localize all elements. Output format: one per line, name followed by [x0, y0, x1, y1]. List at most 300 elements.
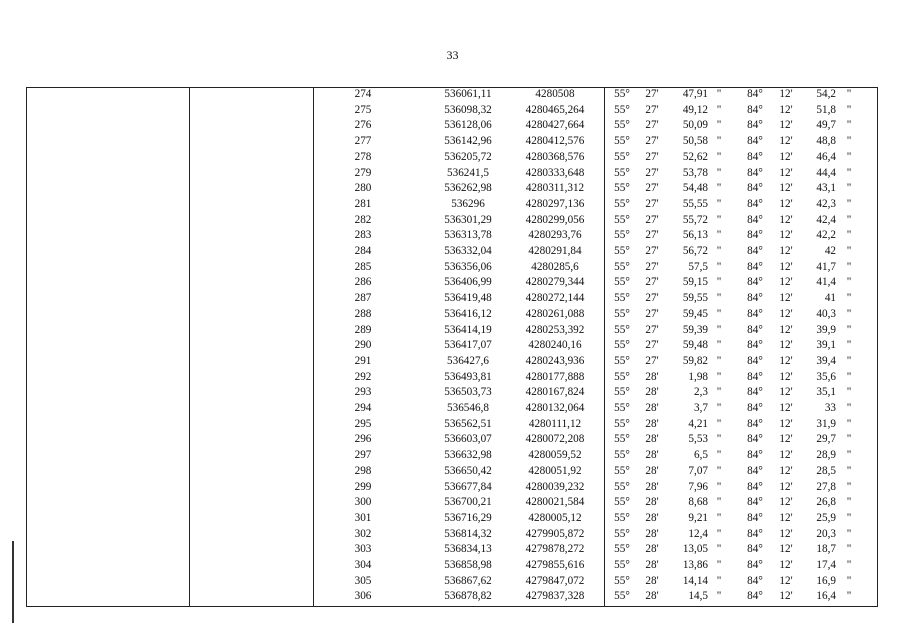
cell-lon-m: 12'	[779, 417, 793, 430]
table-row	[0, 228, 905, 244]
cell-lon-s: 46,4	[816, 150, 836, 163]
cell-lat-d: 55°	[614, 354, 630, 367]
cell-lat-s: 50,58	[682, 135, 708, 148]
table-row	[0, 197, 905, 213]
cell-y: 4280299,056	[525, 213, 585, 226]
margin-mark	[12, 541, 14, 623]
cell-num: 300	[354, 496, 372, 509]
cell-lat-q: "	[716, 213, 722, 226]
cell-lat-m: 27'	[645, 182, 659, 195]
cell-lat-d: 55°	[614, 370, 630, 383]
cell-lon-d: 84°	[747, 433, 763, 446]
cell-x: 536834,13	[444, 543, 492, 556]
cell-lat-m: 28'	[645, 574, 659, 587]
table-row	[0, 213, 905, 229]
cell-y: 4279878,272	[525, 543, 585, 556]
cell-lat-m: 28'	[645, 496, 659, 509]
cell-y: 4280059,52	[528, 449, 582, 462]
cell-lon-m: 12'	[779, 590, 793, 603]
cell-y: 4280293,76	[528, 229, 582, 242]
table-row	[0, 511, 905, 527]
cell-x: 536416,12	[444, 307, 492, 320]
cell-lat-q: "	[716, 464, 722, 477]
cell-lon-q: "	[846, 370, 852, 383]
cell-lat-q: "	[716, 276, 722, 289]
cell-lat-q: "	[716, 166, 722, 179]
cell-num: 298	[354, 464, 372, 477]
cell-lat-q: "	[716, 197, 722, 210]
cell-lat-d: 55°	[614, 197, 630, 210]
cell-lat-m: 27'	[645, 276, 659, 289]
cell-lon-s: 39,4	[816, 354, 836, 367]
cell-y: 4280291,84	[528, 245, 582, 257]
cell-lat-s: 3,7	[694, 402, 708, 414]
cell-lat-m: 27'	[645, 245, 659, 257]
cell-num: 286	[354, 276, 372, 289]
cell-x: 536313,78	[444, 229, 492, 242]
cell-lon-q: "	[846, 559, 852, 571]
cell-lon-s: 33	[824, 402, 836, 414]
cell-lat-d: 55°	[614, 433, 630, 446]
cell-x: 536700,21	[444, 496, 492, 509]
cell-lon-q: "	[846, 307, 852, 320]
cell-lat-d: 55°	[614, 213, 630, 226]
cell-lon-q: "	[846, 323, 852, 336]
cell-lon-s: 41	[824, 292, 836, 305]
cell-lon-d: 84°	[747, 574, 763, 587]
cell-lat-m: 27'	[645, 229, 659, 242]
cell-lon-s: 48,8	[816, 135, 836, 148]
cell-num: 293	[354, 386, 372, 399]
cell-lat-m: 28'	[645, 511, 659, 524]
cell-lat-q: "	[716, 119, 722, 132]
cell-lat-q: "	[716, 386, 722, 399]
cell-lon-q: "	[846, 402, 852, 414]
table-row	[0, 103, 905, 119]
cell-lon-m: 12'	[779, 496, 793, 509]
cell-lat-d: 55°	[614, 496, 630, 509]
cell-num: 278	[354, 150, 372, 163]
cell-lat-s: 55,72	[682, 213, 708, 226]
cell-lon-s: 43,1	[816, 182, 836, 195]
cell-lat-s: 52,62	[682, 150, 708, 163]
cell-lon-d: 84°	[747, 229, 763, 242]
cell-lat-s: 7,96	[688, 480, 708, 493]
cell-lat-q: "	[716, 260, 722, 273]
cell-lat-d: 55°	[614, 527, 630, 540]
cell-y: 4280465,264	[525, 103, 585, 116]
cell-lon-m: 12'	[779, 88, 793, 100]
table-row	[0, 275, 905, 291]
cell-lon-q: "	[846, 449, 852, 462]
cell-lon-m: 12'	[779, 339, 793, 352]
cell-lon-q: "	[846, 543, 852, 556]
table-row	[0, 134, 905, 150]
cell-num: 292	[354, 370, 372, 383]
cell-lon-d: 84°	[747, 292, 763, 305]
cell-lon-s: 35,6	[816, 370, 836, 383]
cell-lon-s: 41,7	[816, 260, 836, 273]
cell-lon-s: 25,9	[816, 511, 836, 524]
cell-num: 287	[354, 292, 372, 305]
cell-lat-m: 28'	[645, 449, 659, 462]
cell-lat-s: 14,5	[688, 590, 708, 603]
cell-lon-m: 12'	[779, 103, 793, 116]
cell-lon-m: 12'	[779, 449, 793, 462]
cell-lon-m: 12'	[779, 527, 793, 540]
cell-y: 4280272,144	[525, 292, 585, 305]
cell-num: 299	[354, 480, 372, 493]
cell-lon-m: 12'	[779, 370, 793, 383]
cell-num: 275	[354, 103, 372, 116]
cell-lat-s: 55,55	[682, 197, 708, 210]
table-row	[0, 118, 905, 134]
cell-y: 4280132,064	[525, 402, 585, 414]
cell-lat-s: 6,5	[694, 449, 708, 462]
cell-num: 301	[354, 511, 372, 524]
cell-y: 4280253,392	[525, 323, 585, 336]
cell-x: 536677,84	[444, 480, 492, 493]
cell-lat-q: "	[716, 417, 722, 430]
cell-lat-m: 27'	[645, 119, 659, 132]
cell-num: 302	[354, 527, 372, 540]
cell-lon-d: 84°	[747, 464, 763, 477]
cell-lon-d: 84°	[747, 323, 763, 336]
cell-y: 4280072,208	[525, 433, 585, 446]
cell-lon-q: "	[846, 229, 852, 242]
cell-y: 4280412,576	[525, 135, 585, 148]
cell-lat-m: 27'	[645, 197, 659, 210]
cell-lat-d: 55°	[614, 119, 630, 132]
cell-y: 4280021,584	[525, 496, 585, 509]
table-row	[0, 527, 905, 543]
cell-lat-s: 1,98	[688, 370, 708, 383]
cell-num: 283	[354, 229, 372, 242]
table-row	[0, 338, 905, 354]
cell-lon-s: 39,1	[816, 339, 836, 352]
table-row	[0, 495, 905, 511]
cell-lat-m: 27'	[645, 150, 659, 163]
cell-lat-s: 59,55	[682, 292, 708, 305]
cell-lon-s: 49,7	[816, 119, 836, 132]
table-row	[0, 323, 905, 339]
cell-lat-d: 55°	[614, 292, 630, 305]
table-row	[0, 150, 905, 166]
cell-lon-d: 84°	[747, 166, 763, 179]
cell-num: 279	[354, 166, 372, 179]
cell-lat-s: 59,45	[682, 307, 708, 320]
table-row	[0, 401, 905, 417]
cell-lat-m: 27'	[645, 103, 659, 116]
cell-lon-q: "	[846, 386, 852, 399]
cell-lat-d: 55°	[614, 260, 630, 273]
table-row	[0, 574, 905, 590]
cell-lon-s: 27,8	[816, 480, 836, 493]
cell-x: 536427,6	[447, 354, 489, 367]
cell-x: 536241,5	[447, 166, 489, 179]
cell-lon-m: 12'	[779, 119, 793, 132]
cell-lat-d: 55°	[614, 88, 630, 100]
table-row	[0, 542, 905, 558]
cell-y: 4280297,136	[525, 197, 585, 210]
cell-x: 536332,04	[444, 245, 492, 257]
cell-y: 4279905,872	[525, 527, 585, 540]
cell-lat-q: "	[716, 245, 722, 257]
cell-lat-q: "	[716, 559, 722, 571]
cell-lon-m: 12'	[779, 245, 793, 257]
table-row	[0, 448, 905, 464]
cell-lat-s: 59,39	[682, 323, 708, 336]
cell-lat-m: 28'	[645, 527, 659, 540]
cell-lon-m: 12'	[779, 166, 793, 179]
cell-x: 536406,99	[444, 276, 492, 289]
cell-lat-s: 53,78	[682, 166, 708, 179]
cell-y: 4280311,312	[525, 182, 585, 195]
cell-lon-m: 12'	[779, 511, 793, 524]
cell-lon-q: "	[846, 197, 852, 210]
cell-lon-q: "	[846, 292, 852, 305]
cell-x: 536650,42	[444, 464, 492, 477]
cell-lat-q: "	[716, 527, 722, 540]
cell-lat-q: "	[716, 496, 722, 509]
cell-lat-m: 27'	[645, 260, 659, 273]
cell-lon-q: "	[846, 150, 852, 163]
cell-lon-q: "	[846, 464, 852, 477]
cell-lon-s: 42,3	[816, 197, 836, 210]
cell-lon-s: 42	[824, 245, 836, 257]
cell-lon-q: "	[846, 574, 852, 587]
cell-lat-s: 7,07	[688, 464, 708, 477]
cell-lon-d: 84°	[747, 213, 763, 226]
cell-lon-m: 12'	[779, 354, 793, 367]
cell-lon-d: 84°	[747, 527, 763, 540]
cell-lat-s: 5,53	[688, 433, 708, 446]
cell-lat-d: 55°	[614, 135, 630, 148]
cell-lat-s: 59,48	[682, 339, 708, 352]
cell-x: 536205,72	[444, 150, 492, 163]
cell-y: 4280427,664	[525, 119, 585, 132]
cell-num: 295	[354, 417, 372, 430]
cell-lat-d: 55°	[614, 150, 630, 163]
table-row	[0, 432, 905, 448]
cell-x: 536493,81	[444, 370, 492, 383]
cell-y: 4280177,888	[525, 370, 585, 383]
cell-x: 536546,8	[447, 402, 489, 414]
cell-num: 282	[354, 213, 372, 226]
cell-lon-d: 84°	[747, 339, 763, 352]
cell-lat-q: "	[716, 229, 722, 242]
cell-lon-m: 12'	[779, 292, 793, 305]
cell-lon-m: 12'	[779, 182, 793, 195]
cell-lat-s: 59,15	[682, 276, 708, 289]
cell-num: 277	[354, 135, 372, 148]
cell-lat-d: 55°	[614, 402, 630, 414]
cell-lat-m: 28'	[645, 417, 659, 430]
cell-num: 276	[354, 119, 372, 132]
cell-lon-m: 12'	[779, 229, 793, 242]
table-row	[0, 464, 905, 480]
cell-lat-d: 55°	[614, 276, 630, 289]
cell-lon-s: 29,7	[816, 433, 836, 446]
cell-x: 536419,48	[444, 292, 492, 305]
cell-num: 305	[354, 574, 372, 587]
table-row	[0, 354, 905, 370]
cell-x: 536061,11	[444, 88, 492, 100]
cell-y: 4280167,824	[525, 386, 585, 399]
cell-lat-s: 50,09	[682, 119, 708, 132]
cell-lat-q: "	[716, 402, 722, 414]
cell-lon-m: 12'	[779, 402, 793, 414]
cell-lon-m: 12'	[779, 197, 793, 210]
cell-y: 4280261,088	[525, 307, 585, 320]
cell-lon-d: 84°	[747, 496, 763, 509]
cell-lon-s: 31,9	[816, 417, 836, 430]
cell-num: 289	[354, 323, 372, 336]
cell-lon-m: 12'	[779, 543, 793, 556]
table-row	[0, 558, 905, 574]
cell-lat-s: 49,12	[682, 103, 708, 116]
cell-lat-d: 55°	[614, 307, 630, 320]
cell-lat-m: 28'	[645, 402, 659, 414]
cell-x: 536301,29	[444, 213, 492, 226]
cell-lat-d: 55°	[614, 229, 630, 242]
cell-lon-d: 84°	[747, 307, 763, 320]
cell-num: 285	[354, 260, 372, 273]
cell-lon-m: 12'	[779, 260, 793, 273]
cell-y: 4280240,16	[528, 339, 582, 352]
cell-num: 303	[354, 543, 372, 556]
cell-lon-m: 12'	[779, 464, 793, 477]
cell-lat-m: 28'	[645, 433, 659, 446]
cell-lon-m: 12'	[779, 135, 793, 148]
cell-lon-q: "	[846, 527, 852, 540]
table-row	[0, 385, 905, 401]
cell-num: 291	[354, 354, 372, 367]
cell-lat-s: 57,5	[688, 260, 708, 273]
table-row	[0, 370, 905, 386]
cell-lat-m: 28'	[645, 559, 659, 571]
cell-lat-s: 47,91	[682, 88, 708, 100]
cell-lon-q: "	[846, 245, 852, 257]
cell-lat-m: 27'	[645, 166, 659, 179]
table-row	[0, 260, 905, 276]
cell-lon-q: "	[846, 339, 852, 352]
cell-lon-d: 84°	[747, 559, 763, 571]
table-row	[0, 87, 905, 103]
cell-lon-s: 26,8	[816, 496, 836, 509]
cell-x: 536128,06	[444, 119, 492, 132]
cell-lat-d: 55°	[614, 245, 630, 257]
cell-lon-d: 84°	[747, 417, 763, 430]
cell-lon-m: 12'	[779, 323, 793, 336]
cell-lon-d: 84°	[747, 511, 763, 524]
cell-lon-d: 84°	[747, 402, 763, 414]
cell-lat-q: "	[716, 433, 722, 446]
cell-x: 536414,19	[444, 323, 492, 336]
cell-lon-s: 42,4	[816, 213, 836, 226]
cell-lon-d: 84°	[747, 197, 763, 210]
cell-lat-q: "	[716, 307, 722, 320]
cell-lon-d: 84°	[747, 150, 763, 163]
cell-num: 296	[354, 433, 372, 446]
cell-lon-s: 16,9	[816, 574, 836, 587]
cell-num: 294	[354, 402, 372, 414]
cell-x: 536296	[451, 197, 485, 210]
cell-num: 274	[354, 88, 372, 100]
cell-x: 536716,29	[444, 511, 492, 524]
cell-lon-q: "	[846, 590, 852, 603]
cell-lon-q: "	[846, 511, 852, 524]
cell-y: 4280051,92	[528, 464, 582, 477]
cell-lon-d: 84°	[747, 245, 763, 257]
cell-x: 536503,73	[444, 386, 492, 399]
cell-lon-d: 84°	[747, 543, 763, 556]
cell-lon-q: "	[846, 166, 852, 179]
cell-lat-d: 55°	[614, 386, 630, 399]
cell-x: 536858,98	[444, 559, 492, 571]
table-row	[0, 589, 905, 605]
cell-x: 536632,98	[444, 449, 492, 462]
cell-lat-q: "	[716, 88, 722, 100]
cell-lat-s: 14,14	[682, 574, 708, 587]
table-row	[0, 291, 905, 307]
cell-lon-q: "	[846, 276, 852, 289]
cell-lat-q: "	[716, 339, 722, 352]
cell-lon-d: 84°	[747, 88, 763, 100]
cell-lon-q: "	[846, 103, 852, 116]
cell-lat-s: 2,3	[694, 386, 708, 399]
cell-lat-d: 55°	[614, 182, 630, 195]
cell-lon-q: "	[846, 433, 852, 446]
cell-lat-m: 28'	[645, 543, 659, 556]
cell-y: 4279847,072	[525, 574, 585, 587]
cell-y: 4280005,12	[528, 511, 582, 524]
cell-num: 281	[354, 197, 372, 210]
cell-lat-s: 8,68	[688, 496, 708, 509]
cell-lon-s: 54,2	[816, 88, 836, 100]
cell-lat-d: 55°	[614, 464, 630, 477]
cell-lat-m: 28'	[645, 386, 659, 399]
cell-x: 536356,06	[444, 260, 492, 273]
cell-lon-m: 12'	[779, 276, 793, 289]
cell-lat-m: 28'	[645, 480, 659, 493]
cell-lon-d: 84°	[747, 370, 763, 383]
cell-lon-s: 16,4	[816, 590, 836, 603]
cell-x: 536098,32	[444, 103, 492, 116]
cell-lat-d: 55°	[614, 417, 630, 430]
cell-num: 280	[354, 182, 372, 195]
cell-lon-s: 18,7	[816, 543, 836, 556]
cell-lon-q: "	[846, 260, 852, 273]
cell-lat-q: "	[716, 574, 722, 587]
cell-lat-m: 27'	[645, 135, 659, 148]
cell-lon-s: 35,1	[816, 386, 836, 399]
cell-num: 290	[354, 339, 372, 352]
cell-lon-q: "	[846, 119, 852, 132]
cell-x: 536814,32	[444, 527, 492, 540]
cell-lat-q: "	[716, 370, 722, 383]
table-row	[0, 417, 905, 433]
cell-lon-q: "	[846, 88, 852, 100]
cell-lat-m: 27'	[645, 323, 659, 336]
cell-num: 288	[354, 307, 372, 320]
cell-lon-s: 20,3	[816, 527, 836, 540]
cell-lat-d: 55°	[614, 339, 630, 352]
cell-num: 297	[354, 449, 372, 462]
cell-lat-d: 55°	[614, 574, 630, 587]
cell-lon-s: 17,4	[816, 559, 836, 571]
cell-lon-d: 84°	[747, 276, 763, 289]
